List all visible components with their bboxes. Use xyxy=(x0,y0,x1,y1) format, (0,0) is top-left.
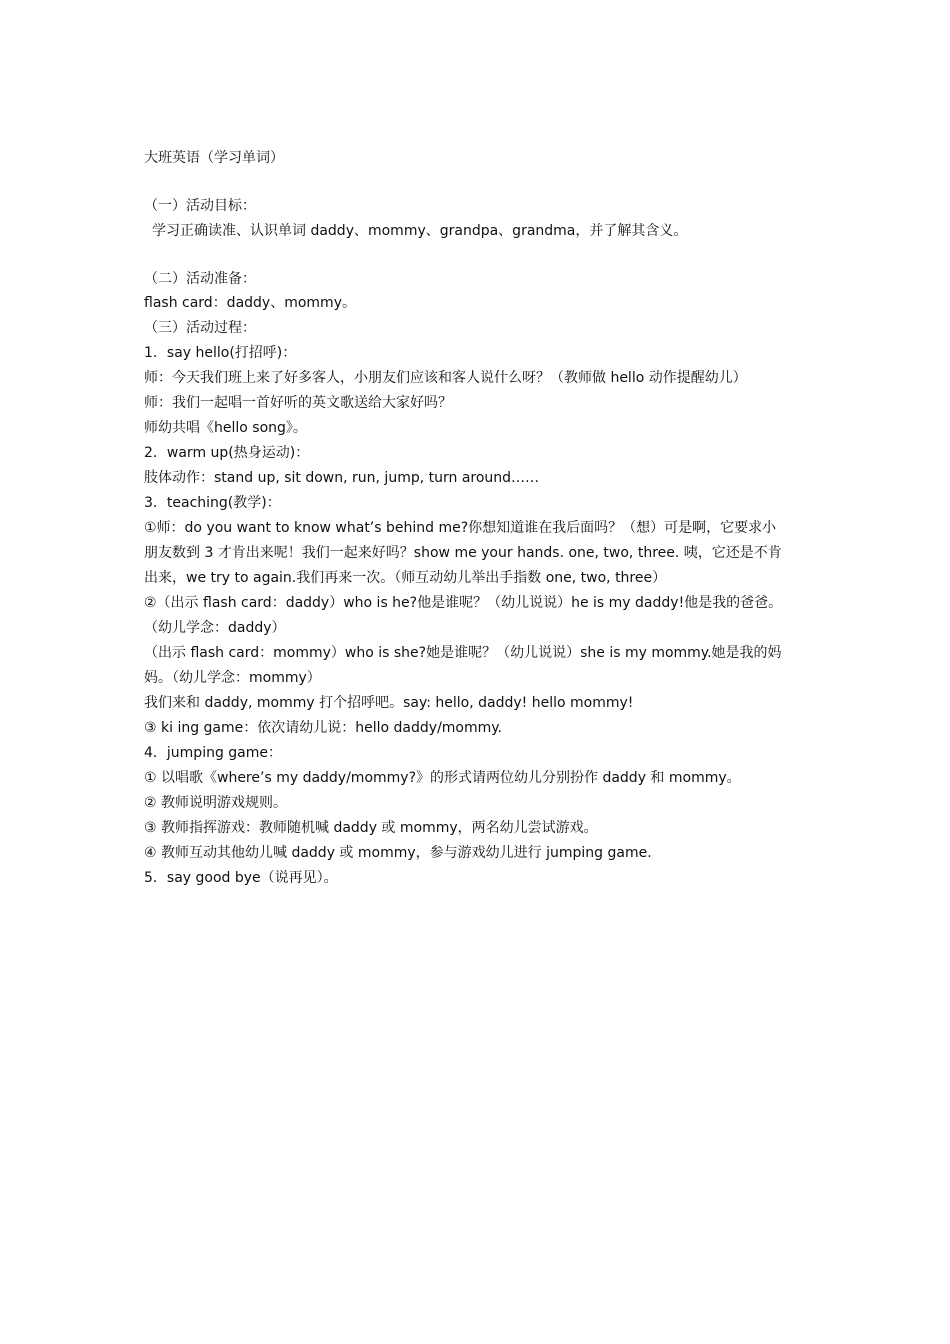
step-4-line-4: ④ 教师互动其他幼儿喊 daddy 或 mommy，参与游戏幼儿进行 jumping game. xyxy=(144,845,652,861)
step-3-line-4: ②（出示 flash card：daddy）who is he?他是谁呢？（幼儿说说）he is my daddy!他是我的爸爸。 xyxy=(144,595,783,611)
section-1-heading: （一）活动目标： xyxy=(144,198,256,214)
step-3-line-3: 出来，we try to again.我们再来一次。（师互动幼儿举出手指数 one, two, three） xyxy=(144,570,667,586)
step-3-line-6: （出示 flash card：mommy）who is she?她是谁呢？（幼儿说说）she is my mommy.她是我的妈 xyxy=(144,645,782,661)
step-2-line-1: 肢体动作：stand up, sit down, run, jump, turn around…… xyxy=(144,470,540,486)
document-title: 大班英语（学习单词） xyxy=(144,150,284,166)
step-1-heading: 1．say hello(打招呼)： xyxy=(144,345,297,361)
step-4-line-2: ② 教师说明游戏规则。 xyxy=(144,795,288,811)
section-2-heading: （二）活动准备： xyxy=(144,271,256,287)
step-3-line-1: ①师：do you want to know what’s behind me?你想知道谁在我后面吗？（想）可是啊，它要求小 xyxy=(144,520,777,536)
step-1-line-3: 师幼共唱《hello song》。 xyxy=(144,420,307,436)
step-4-heading: 4．jumping game： xyxy=(144,745,283,761)
step-3-line-5: （幼儿学念：daddy） xyxy=(144,620,286,636)
step-5-heading: 5．say good bye（说再见）。 xyxy=(144,870,338,886)
step-3-line-9: ③ ki ing game：依次请幼儿说：hello daddy/mommy. xyxy=(144,720,503,736)
goal-text: 学习正确读准、认识单词 daddy、mommy、grandpa、grandma，并了解其含义。 xyxy=(152,223,688,239)
step-1-line-2: 师：我们一起唱一首好听的英文歌送给大家好吗？ xyxy=(144,395,452,411)
step-4-line-3: ③ 教师指挥游戏：教师随机喊 daddy 或 mommy，两名幼儿尝试游戏。 xyxy=(144,820,598,836)
step-1-line-1: 师：今天我们班上来了好多客人，小朋友们应该和客人说什么呀？（教师做 hello 动作提醒幼儿） xyxy=(144,370,747,386)
prep-text: flash card：daddy、mommy。 xyxy=(144,295,356,311)
step-3-line-8: 我们来和 daddy, mommy 打个招呼吧。say: hello, daddy! hello mommy! xyxy=(144,695,634,711)
step-3-line-7: 妈。（幼儿学念：mommy） xyxy=(144,670,321,686)
step-2-heading: 2．warm up(热身运动)： xyxy=(144,445,310,461)
section-3-heading: （三）活动过程： xyxy=(144,320,256,336)
step-4-line-1: ① 以唱歌《where’s my daddy/mommy?》的形式请两位幼儿分别扮作 daddy 和 mommy。 xyxy=(144,770,741,786)
step-3-line-2: 朋友数到 3 才肯出来呢！我们一起来好吗？show me your hands. one, two, three. 咦，它还是不肯 xyxy=(144,545,782,561)
step-3-heading: 3．teaching(教学)： xyxy=(144,495,281,511)
